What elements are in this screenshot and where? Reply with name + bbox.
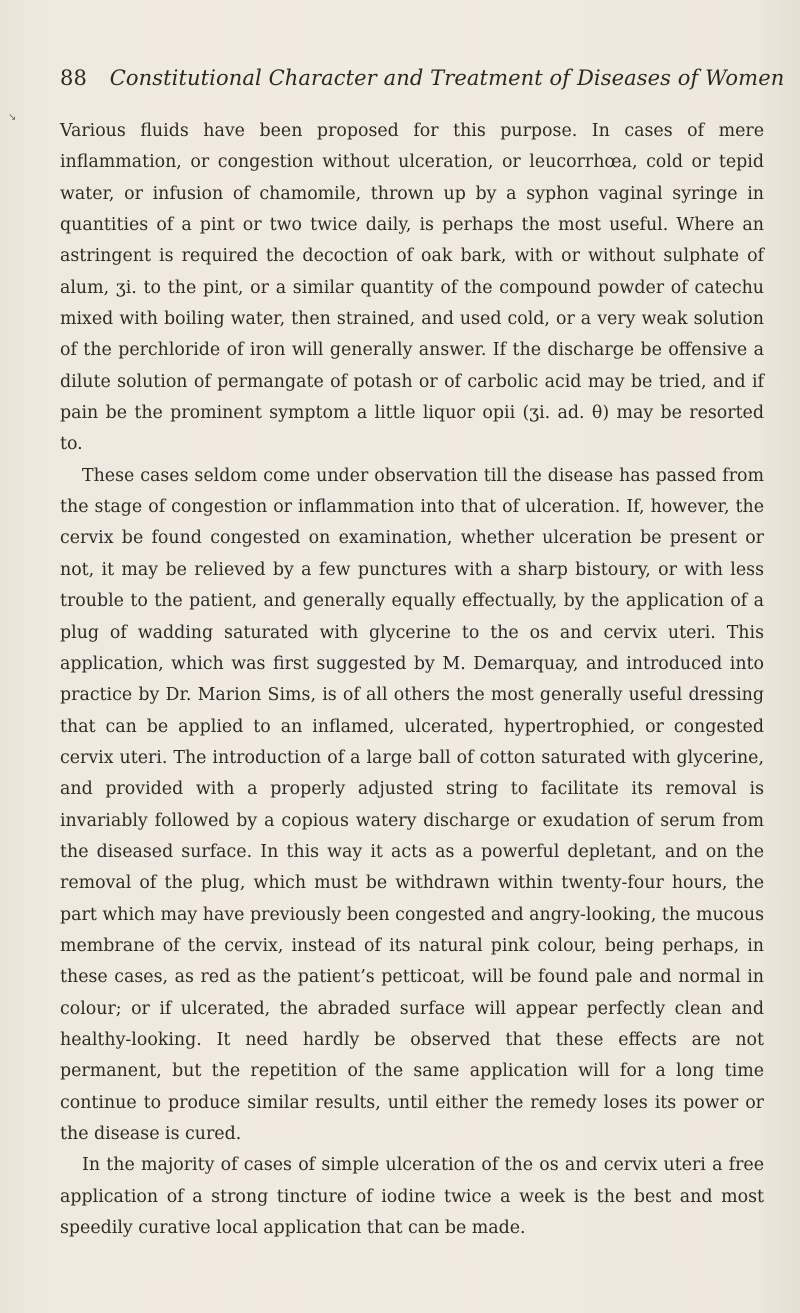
body-text <box>60 116 764 1244</box>
margin-mark-icon: ↘ <box>8 112 17 123</box>
page-header <box>60 66 785 90</box>
paragraph: Various fluids have been proposed for this purpose. In cases of mere inflammation, or congestion without ulceration, or leucorrhœa, cold or tepid water, or infusion of chamomile, thrown up by a syphon vaginal syringe in quantities of a pint or two twice daily, is perhaps the most useful. Where an astringent is required the decoction of oak bark, with or without sulphate of alum, ʒi. to the pint, or a similar quantity of the compound powder of catechu mixed with boiling water, then strained, and used cold, or a very weak solution of the perchloride of iron will generally answer. If the discharge be offensive a dilute solution of permangate of potash or of carbolic acid may be tried, and if pain be the prominent symptom a little liquor opii (ʒi. ad. θ) may be resorted to. <box>60 121 764 455</box>
paragraph: These cases seldom come under observation till the disease has passed from the stage of congestion or inflammation into that of ulceration. If, however, the cervix be found congested on examination, whether ulceration be present or not, it may be relieved by a few punctures with a sharp bistoury, or with less trouble to the patient, and generally equally effectually, by the application of a plug of wadding saturated with glycerine to the os and cervix uteri. This application, which was first suggested by M. Demarquay, and introduced into practice by Dr. Marion Sims, is of all others the most generally useful dressing that can be applied to an inflamed, ulcerated, hypertrophied, or congested cervix uteri. The introduction of a large ball of cotton saturated with glycerine, and provided with a properly adjusted string to facilitate its removal is invariably followed by a copious watery discharge or exudation of serum from the diseased surface. In this way it acts as a powerful depletant, and on the removal of the plug, which must be withdrawn within twenty-four hours, the part which may have previously been congested and angry-looking, the mucous membrane of the cervix, instead of its natural pink colour, being perhaps, in these cases, as red as the patient’s petticoat, will be found pale and normal in colour; or if ulcerated, the abraded surface will appear perfectly clean and healthy-looking. It need hardly be observed that these effects are not permanent, but the repetition of the same application will for a long time continue to produce similar results, until either the remedy loses its power or the disease is cured. <box>60 465 764 1144</box>
paragraph: In the majority of cases of simple ulceration of the os and cervix uteri a free application of a strong tincture of iodine twice a week is the best and most speedily curative local application that can be made. <box>60 1155 764 1239</box>
page-number: 88 <box>60 66 87 90</box>
running-title: Constitutional Character and Treatment of Diseases of Women <box>109 66 785 90</box>
